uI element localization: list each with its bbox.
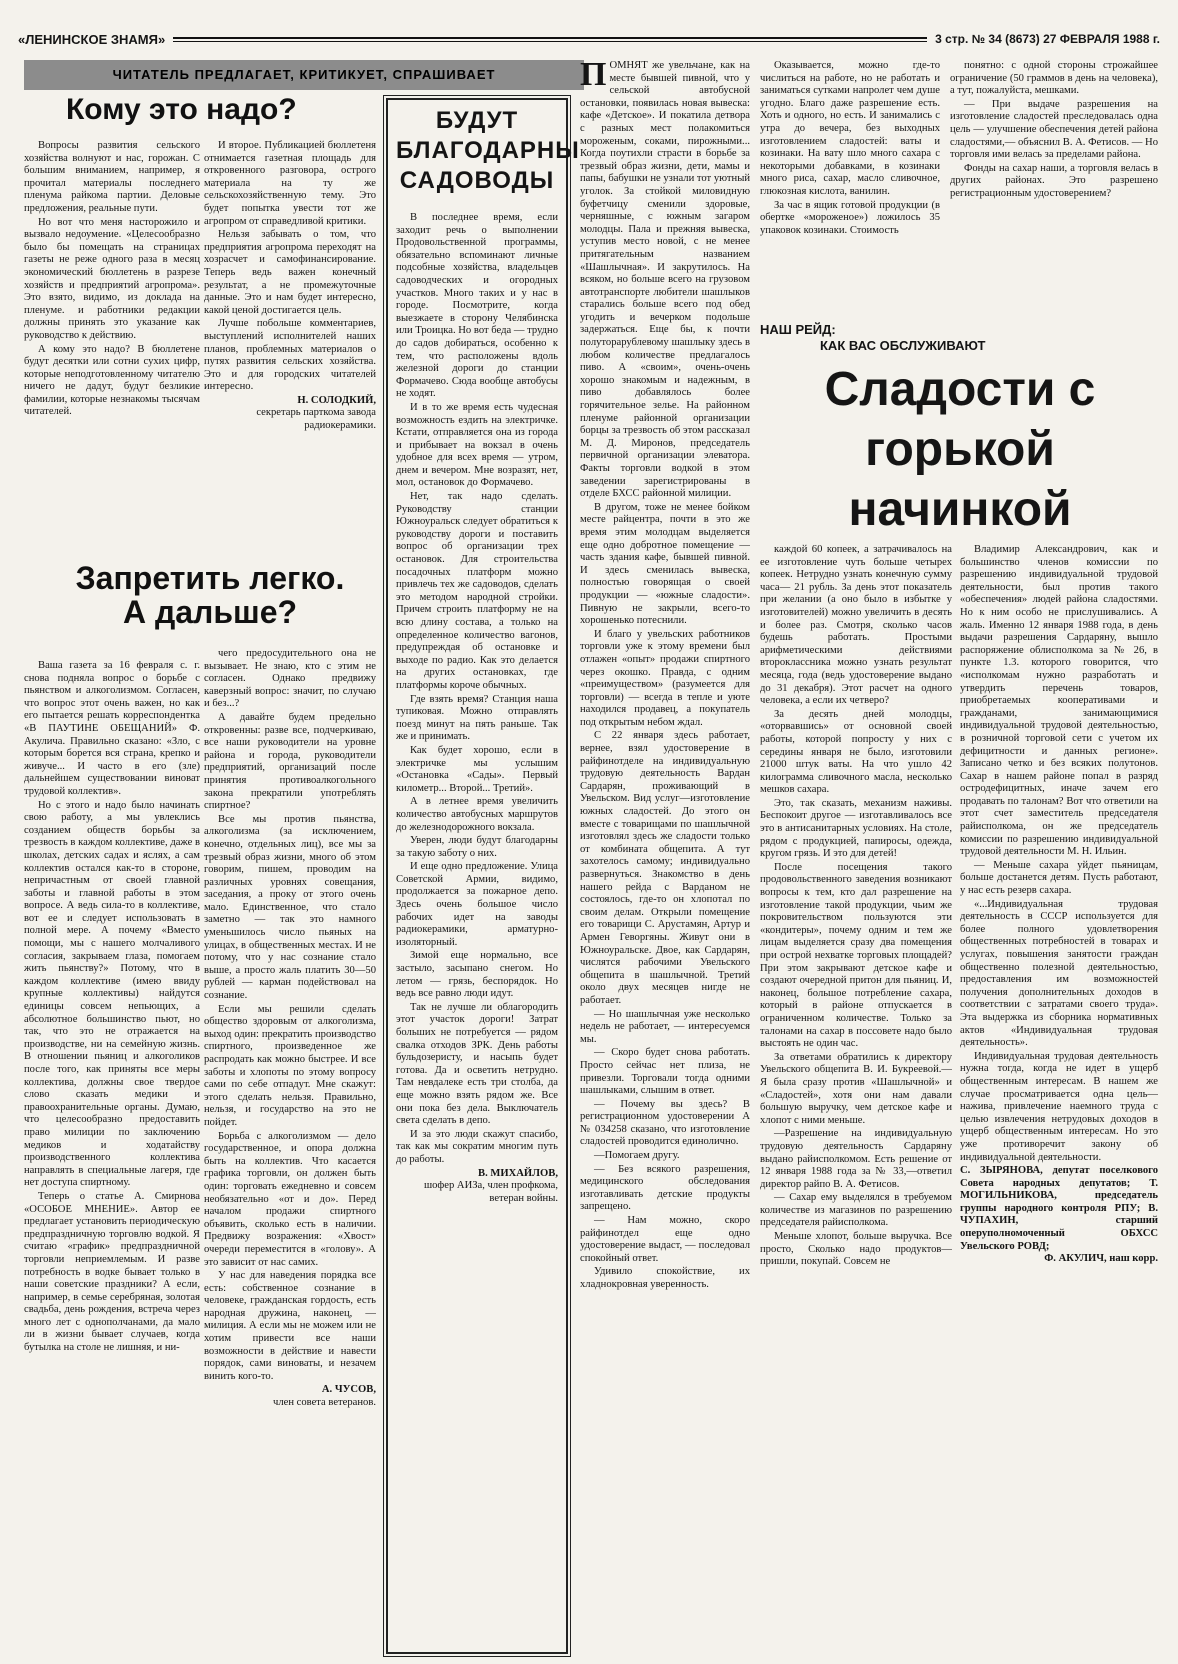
article4-paragraph: Это, так сказать, механизм наживы. Беспокоит другое — изготавливалось все это в антисанитарных условиях. На столе, рядом с продукцией, папиросы, одежда, кругом грязь. И это для детей! [760, 797, 952, 860]
article2-paragraph: У нас для наведения порядка все есть: собственное сознание в человеке, гражданская гордость, есть народная дружина, наконец, — милиция. А если мы не можем или не хотим привести все наши возможности в действие и навести порядок, сами виноваты, и незачем винить кого-то. [204, 1270, 376, 1382]
article2-paragraph: чего предосудительного она не вызывает. Не знаю, кто с этим не согласен. Однако предвижу каверзный вопрос: значит, по случаю и без...? [204, 648, 376, 710]
article4-col2-bottom [760, 544, 952, 1654]
header-rule [173, 37, 927, 42]
article1-paragraph: Нельзя забывать о том, что предприятия агропрома переходят на хозрасчет и самофинансирование. Теперь ведь важен конечный результат, а не промежуточные данные. Это и нам будет интересно, какой ценой достигается цель. [204, 229, 376, 316]
article4-paragraph: Меньше хлопот, больше выручка. Все просто, Сколько надо продуктов—пришли, покупай. Совсем не [760, 1231, 952, 1268]
article2-paragraph: Теперь о статье А. Смирнова «ОСОБОЕ МНЕНИЕ». Автор ее предлагает установить периодическую предпраздничную торговлю водкой. Я считаю «график» предпраздничной торговли неприемлемым. И разве потребность в водке бывает только в наши советские праздники? А если, например, в семье серебряная, золотая свадьба, день рождения, встреча через много лет с однополчанами, да мало ли в жизни бывает случаев, когда бутылка на столе не лишняя, и ни- [24, 1190, 200, 1354]
article4-paragraph: — При выдаче разрешения на изготовление сладостей преследовалась одна цель — улучшение обеспечения детей района сладостями,— объяснил В. А. Фетисов. — Но торговля ими велась за пределами района. [950, 98, 1158, 161]
article1-paragraph: Лучше побольше комментариев, выступлений исполнителей наших планов, проблемных материалов о путях развития сельских хозяйства. Это и для городских читателей интересно. [204, 318, 376, 393]
article2-title-text: Запретить легко. А дальше? [75, 560, 345, 630]
article3-paragraph: В последнее время, если заходит речь о выполнении Продовольственной программы, обязательно вспоминают личные подсобные хозяйства, владельцев садоводческих и огородных участков. Много таких и у нас в городе. Посмотрите, когда выезжаете в сторону Челябинска или Троицка. Но вот беда — трудно до садов добираться, особенно к тем, что расположены вдоль железной дороги до станции Формачево. Сюда вообще автобусы не ходят. [396, 212, 558, 400]
article2-paragraph: Если мы решили сделать общество здоровым от алкоголизма, выход один: прекратить производство спиртного, произведенное же распродать как можно быстрее. И все заботы и хлопоты по этому вопросу сами по себе отпадут. Мне скажут: этого сделать нельзя. Правильно, нельзя, и государство на это не пойдет. [204, 1003, 376, 1128]
article4-paragraph: — Почему вы здесь? В регистрационном удостоверении А № 034258 сказано, что изготовление сладостей проводится единолично. [580, 1098, 750, 1148]
article4-lead-text: ОМНЯТ же увельчане, как на месте бывшей пивной, что у сельской автобусной остановки, появилась новая вывеска: кафе «Детское». И покатила детвора с разных мест полакомиться мороженым, соками, пирожными... Когда поутихли страсти в борьбе за трезвый образ жизни, дети, мамы и папы, бабушки не узнали тот уютный уголок. За стойкой миловидную буфетчицу сменили здоровые, черняшные, с южным загаром молодцы. Пала и прежняя вывеска, уступив место новой, с не менее притягательным названием «Шашлычная». И закрутилось. На всяком, но больше всего на грузовом автотранспорте любители шашлыков старались больше всего под обед угодить и вечерком подольше задержаться. Еще бы, к почти полуторарублевому шашлыку здесь в любом количестве предлагалось пиво. А «своим», очень-очень хорошо знакомым и надежным, в пиво добавлялось более горячительное зелье. На районном пленуме районной организации борцы за трезвость об этом рассказал М. Д. Миронов, председатель первичной организации элеватора. Факты торговли водкой в этом заведении зарегистрированы в отделе БХСС районной милиции. [580, 60, 750, 500]
article3-title: БУДУТ БЛАГОДАРНЫ САДОВОДЫ [396, 107, 580, 194]
article1-paragraph: А кому это надо? В бюллетене будут десятки или сотни сухих цифр, которые неподготовленному читателю ничего не дадут, будут безликие фамилии, которые незнакомы тысячам читателей. [24, 343, 200, 418]
article4-paragraph: За десять дней молодцы, «оторвавшись» от основной своей работы, которой попросту у них с середины января не было, изготовили 21000 штук ваты. На что ушло 42 килограмма сливочного масла, несколько мешков сахара. [760, 708, 952, 796]
article2-col2 [204, 648, 376, 1654]
article4-col2-top [760, 60, 940, 318]
publication-name: «ЛЕНИНСКОЕ ЗНАМЯ» [18, 31, 166, 47]
article4-paragraph: «...Индивидуальная трудовая деятельность в СССР используется для более полного удовлетворения общественных потребностей в товарах и услугах, повышения занятости граждан общественно полезной деятельностью, предоставления им возможностей получения дополнительных доходов в соответствии с затратами своего труда». Эта выдержка из сборника нормативных актов «Индивидуальная трудовая деятельность». [960, 898, 1158, 1049]
article2-paragraph: Борьба с алкоголизмом — дело государственное, и опора должна быть на коллектив. Что касается графика торговли, он должен быть один: торговать ежедневно и совсем необязательно «от и до». Перед началом продажи спиртного объявить, сколько есть в наличии. Предвижу возражения: «Хвост» очереди переместится в «голову». А это зависит от нас самих. [204, 1130, 376, 1268]
article4-paragraph: После посещения такого продовольственного заведения возникают вопросы к тем, кто дал разрешение на изготовление такой продукции, чьим же покровительством пользуются эти «кондитеры», почему одним и тем же лицам выделяется сразу два помещения при острой нехватке торговых площадей? При этом закрывают детское кафе и создают очередной притон для пьяниц. И, наконец, большое потребление сахара, который в районе отпускается в ограниченном количестве. Только за талонами на сахар в поссовете надо было выстоять не один час. [760, 861, 952, 1050]
article3-paragraph: Так не лучше ли облагородить этот участок дороги! Затрат больших не потребуется — рядом свалка отходов ЗРК. День работы бульдозеристу, и насыпь будет готова. Да и осветить нетрудно. Там невдалеке есть три столба, да еще можно взять рядом же. Все они пока без дела. Выключатель света сделать в депо. [396, 1001, 558, 1127]
article4-paragraph: За ответами обратились к директору Увельского общепита В. И. Букреевой.— Я была сразу против «Шашлычной» и «Сладостей», хотя они нам давали большую выручку, чем детское кафе и хлопот с ними меньше. [760, 1051, 952, 1126]
article4-kicker2: КАК ВАС ОБСЛУЖИВАЮТ [820, 338, 986, 353]
article4-paragraph: В другом, тоже не менее бойком месте райцентра, почти в это же время этим молодцам выделяется еще одно добротное помещение — часть здания кафе, бывшей пивной. И здесь сменилась вывеска, полностью говорящая о своей продукции — «южные сладости». Пивную не закрыли, всего-то хорошенько потеснили. [580, 501, 750, 627]
article3-paragraph: И еще одно предложение. Улица Советской Армии, видимо, продолжается за пожарное депо. Здесь очень большое число рабочих идет на заводы радиокерамики, арматурно-изоляторный. [396, 861, 558, 948]
article4-kicker: НАШ РЕЙД: [760, 322, 836, 337]
article2-paragraph: Все мы против пьянства, алкоголизма (за исключением, конечно, отдельных лиц), все мы за трезвый образ жизни, много об этом говорим, пишем, проводим на различных уровнях совещания, заседания, а проку от этого очень мало. Единственное, что стало заметно — так это намного уменьшилось число пьяных на улицах, в общественных местах. И не потому, что у нас сознание стало выше, а просто жаль платить 30—50 рублей — карман подействовал на сознание. [204, 813, 376, 1002]
article1-paragraph: И второе. Публикацией бюллетеня отнимается газетная площадь для откровенного разговора, острого материала на ту же сельскохозяйственную тему. Это будет попытка увести тот же агропром от справедливой критики. [204, 140, 376, 227]
article4-paragraph: — Но шашлычная уже несколько недель не работает, — интересуемся мы. [580, 1008, 750, 1045]
page-header [18, 28, 1160, 50]
article4-paragraph: И благо у увельских работников торговли уже к этому времени был отлажен «опыт» продажи спиртного через окошко. Правда, с одним «преимуществом» (разумеется для торговли) — всегда в тепле и уюте находился продавец, а покупатель под открытым небом ждал. [580, 628, 750, 728]
article3-paragraph: Как будет хорошо, если в электричке мы услышим «Остановка «Сады». Первый километр... Второй... Третий». [396, 744, 558, 794]
article3-paragraph: Нет, так надо сделать. Руководству станции Южноуральск следует обратиться к руководству дороги и поставить вопрос об организации трех остановок. Для строительства посадочных платформ можно привлечь тех же садоводов, сделать это методом народной стройки. Причем строить платформу не на всю длину состава, а только на определенное количество вагонов, предупреждая об остановке и выходе по радио. Как это делается на других остановках, где платформы короче обычных. [396, 491, 558, 691]
article4-paragraph: Владимир Александрович, как и большинство членов комиссии по разрешению индивидуальной трудовой деятельности, был против такого «обеспечения» людей района сладостями. Но к ним особо не прислушивались. А жаль. Именно 12 января 1988 года, в день выдачи разрешения Сардаряну, вышло распоряжение облисполкома за № 26, в пункте 1.3. которого говорится, что «исполкомам нужно разработать и утвердить перечень товаров, приобретаемых кооперативами и гражданами, занимающимися индивидуальной трудовой деятельностью, в розничной торговой сети с учетом их дефицитности и данных регионе». Записано четко и без всяких полутонов. Сахар в нашем районе попал в разряд остродефицитных, иначе зачем его продавать по талонам? Вот что ответили на этот счет заместитель председателя райисполкома, он же председатель комиссии по разрешению индивидуальной трудовой деятельности М. Н. Ильин. [960, 544, 1158, 858]
article4-paragraph: — Скоро будет снова работать. Просто сейчас нет плиза, не привезли. Торговали тогда одними шашлыками, слышим в ответ. [580, 1047, 750, 1097]
article4-title: Сладости с горькой начинкой [824, 363, 1096, 536]
article4-col1 [580, 60, 750, 1654]
article4-paragraph: Удивило спокойствие, их хладнокровная уверенность. [580, 1266, 750, 1290]
issue-meta: 3 стр. № 34 (8673) 27 ФЕВРАЛЯ 1988 г. [935, 32, 1160, 46]
article4-paragraph: За час в ящик готовой продукции (в обертке «мороженое») ложилось 35 упаковок козинаки. Стоимость [760, 199, 940, 236]
article4-paragraph: С 22 января здесь работает, вернее, взял удостоверение в райфинотделе на индивидуальную трудовую деятельность Вардан Сардарян, проживающий в Увельском. Вид услуг—изготовление южных сладостей. До этого он вместе с товарищами по шашлычной изготовлял здесь же сладости только от комбината общепита. А тут захотелось самому; индивидуально развернуться. Знакомство в день нашего рейда с Варданом не состоялось, где-то он хлопотал по своим делам. Открыли помещение его товарищи С. Арустамян, Артур и Армен Геворгяны. Живут они в Южноуральске. Двое, как Сардарян, числятся рабочими Увельского общепита в шашлычной. Третий около двух месяцев нигде не работает. [580, 730, 750, 1006]
article4-paragraph: — Сахар ему выделялся в требуемом количестве из магазинов по разрешению председателя райисполкома. [760, 1192, 952, 1229]
article4-signature2: Ф. АКУЛИЧ, наш корр. [1044, 1253, 1158, 1265]
article3-paragraph: И за это люди скажут спасибо, так как мы сократим многим путь до работы. [396, 1128, 558, 1165]
article4-dropcap: П [580, 60, 607, 93]
rubric-banner: ЧИТАТЕЛЬ ПРЕДЛАГАЕТ, КРИТИКУЕТ, СПРАШИВАЕТ [24, 60, 584, 90]
article2-paragraph: А давайте будем предельно откровенны: разве все, подчеркиваю, все наши руководители на уровне района и города, руководители предприятий, организаций после принятия противоалкогольного закона прекратили употреблять спиртное? [204, 711, 376, 812]
article4-paragraph: Оказывается, можно где-то числиться на работе, но не работать и заниматься сутками напролет чем душе угодно. Благо даже разрешение есть. Хоть и одного, но есть. И занимались с утра до вечера, без выходных изготовлением сладостей: ваты и козинаки. На вату шло много сахара с некоторыми добавками, в козинаки много риса, сахар, масло сливочное, глюкозная кислота, ванилин. [760, 60, 940, 197]
article4-paragraph: —Разрешение на индивидуальную трудовую деятельность Сардаряну выдано райисполкомом. Есть решение от 12 января 1988 года за № 33,—ответил директор райпо В. А. Фетисов. [760, 1128, 952, 1190]
article4-paragraph: Индивидуальная трудовая деятельность нужна тогда, когда не идет в ущерб общественным интересам. В нашем же случае просматривается одна цель—нажива, привлечение наемного труда с целью извлечения нетрудовых доходов в ущерб общественным интересам. Но это уже противоречит закону об индивидуальной деятельности. [960, 1050, 1158, 1163]
article1-signature: Н. СОЛОДКИЙ, [297, 394, 376, 406]
article1-title: Кому это надо? [66, 93, 297, 126]
article4-signature: С. ЗЫРЯНОВА, депутат поселкового Совета народных депутатов; Т. МОГИЛЬНИКОВА, председатель группы народного контроля РПУ; В. ЧУПАХИН, старший оперуполномоченный ОБХСС Увельского РОВД; [960, 1165, 1158, 1252]
article2-signature-title: член совета ветеранов. [273, 1397, 376, 1409]
article3-paragraph: И в то же время есть чудесная возможность ездить на электричке. Кстати, отправляется она из города и прибывает на вокзал в очень удобное для всех время — утром, днем и вечером. Мне возразят, нет, мол, остановок до Формачево. [396, 401, 558, 489]
article3-body [396, 212, 558, 1602]
article3-paragraph: А в летнее время увеличить количество автобусных маршрутов до железнодорожного вокзала. [396, 796, 558, 833]
article2-title [60, 562, 360, 629]
article1-signature-title: секретарь парткома завода радиокерамики. [256, 407, 376, 432]
article4-col3-bottom [960, 544, 1158, 1654]
article1-paragraph: Вопросы развития сельского хозяйства волнуют и нас, горожан. С большим вниманием, например, я прочитал материалы последнего пленума райкома партии. Деловые предложения, реальные пути. [24, 140, 200, 214]
article3-box [386, 98, 580, 1654]
article2-col1 [24, 660, 200, 1654]
article4-paragraph: — Нам можно, скоро райфинотдел еще одно удостоверение выдаст, — последовал спокойный ответ. [580, 1215, 750, 1264]
article4-paragraph: —Помогаем другу. [594, 1150, 680, 1162]
article4-paragraph: каждой 60 копеек, а затрачивалось на ее изготовление чуть больше четырех копеек. Нетрудно узнать конечную сумму часа— 21 рубль. За день этот показатель при желании (а оно было в избытке у изготовителей) можно увеличить в десять и более раз. Смотря, сколько часов будешь работать. Простыми арифметическими действиями второклассника можно узнать результат месяца, года (ведь удостоверение выдано до 31 декабря). Этот расчет на одного человека, а если их четверо? [760, 544, 952, 707]
article3-paragraph: Где взять время? Станция наша тупиковая. Можно отправлять поезд минут на пять раньше. Так же и принимать. [396, 693, 558, 743]
article1-col2 [204, 140, 376, 540]
article2-signature: А. ЧУСОВ, [321, 1384, 376, 1396]
article2-paragraph: Ваша газета за 16 февраля с. г. снова подняла вопрос о борьбе с пьянством и алкоголизмом. Согласен, что вопрос этот очень важен, но как его пытается решать корреспондентка «В ПАУТИНЕ ОБЕЩАНИЙ» Ф. Акулича. Правильно сказано: «Зло, с которым борется вся страна, крепко и живуче... И часто в его (зле) дальнейшем существовании виноват трудовой коллектив». [24, 660, 200, 797]
article4-paragraph: — Меньше сахара уйдет пьяницам, больше достанется детям. Пусть работают, у нас есть резерв сахара. [960, 859, 1158, 897]
article2-paragraph: Но с этого и надо было начинать свою работу, а мы увлеклись созданием обществ борьбы за трезвость в каждом коллективе, даже в школах, детских садах и яслях, а сам коллектив остался как-то в стороне, непричастным от своей главной заботы и главной работы в этом вопросе. А ведь сила-то в коллективе, вот ее и следует использовать в полной мере. А почему «Вместо помощи, мы с нашего молчаливого согласия, закрываем глаза, помогаем жить пьянству?» Потому, что в каждом коллективе (имею ввиду крупные коллективы) найдутся единицы совсем непьющих, а абсолютное большинство пьют, но так, что это не отражается на производстве, ни на семейную жизнь. В отношении пьяниц и алкоголиков после того, как приняты все меры коллектива, должны свое твердое слово сказать медики и правоохранительные органы. Думаю, что целесообразно предоставить право милиции по заключению медиков и ходатайству производственного коллектива направлять в специальные лагеря, где нет доступа спиртному. [24, 799, 200, 1189]
article3-paragraph: Уверен, люди будут благодарны за такую заботу о них. [396, 835, 558, 859]
article4-paragraph: — Без всякого разрешения, медицинского обследования изготавливать детские продукты запрещено. [580, 1163, 750, 1213]
article3-signature-title: шофер АИЗа, член профкома, ветеран войны. [423, 1180, 558, 1204]
article4-paragraph: Фонды на сахар наши, а торговля велась в других районах. Это разрешено регистрационным удостоверением? [950, 162, 1158, 199]
article3-signature: В. МИХАЙЛОВ, [478, 1167, 558, 1179]
article4-paragraph: понятно: с одной стороны строжайшее ограничение (50 граммов в день на человека), а тут, пожалуйста, мешками. [950, 60, 1158, 97]
article3-paragraph: Зимой еще нормально, все застыло, засыпано снегом. Но летом — грязь, беспорядок. Но ведь все равно люди идут. [396, 950, 558, 1000]
article4-lead [580, 60, 750, 501]
article1-col1 [24, 140, 200, 540]
article1-paragraph: Но вот что меня насторожило и вызвало недоумение. «Целесообразно было бы помещать на страницах газеты не реже одного раза в месяц экономический бюллетень в разрезе хозяйств и предприятий агропрома». Это взято, видимо, из доклада на пленуме. и работники редакции должны принять это указание как руководство к действию. [24, 216, 200, 341]
article4-col3-top [950, 60, 1158, 318]
